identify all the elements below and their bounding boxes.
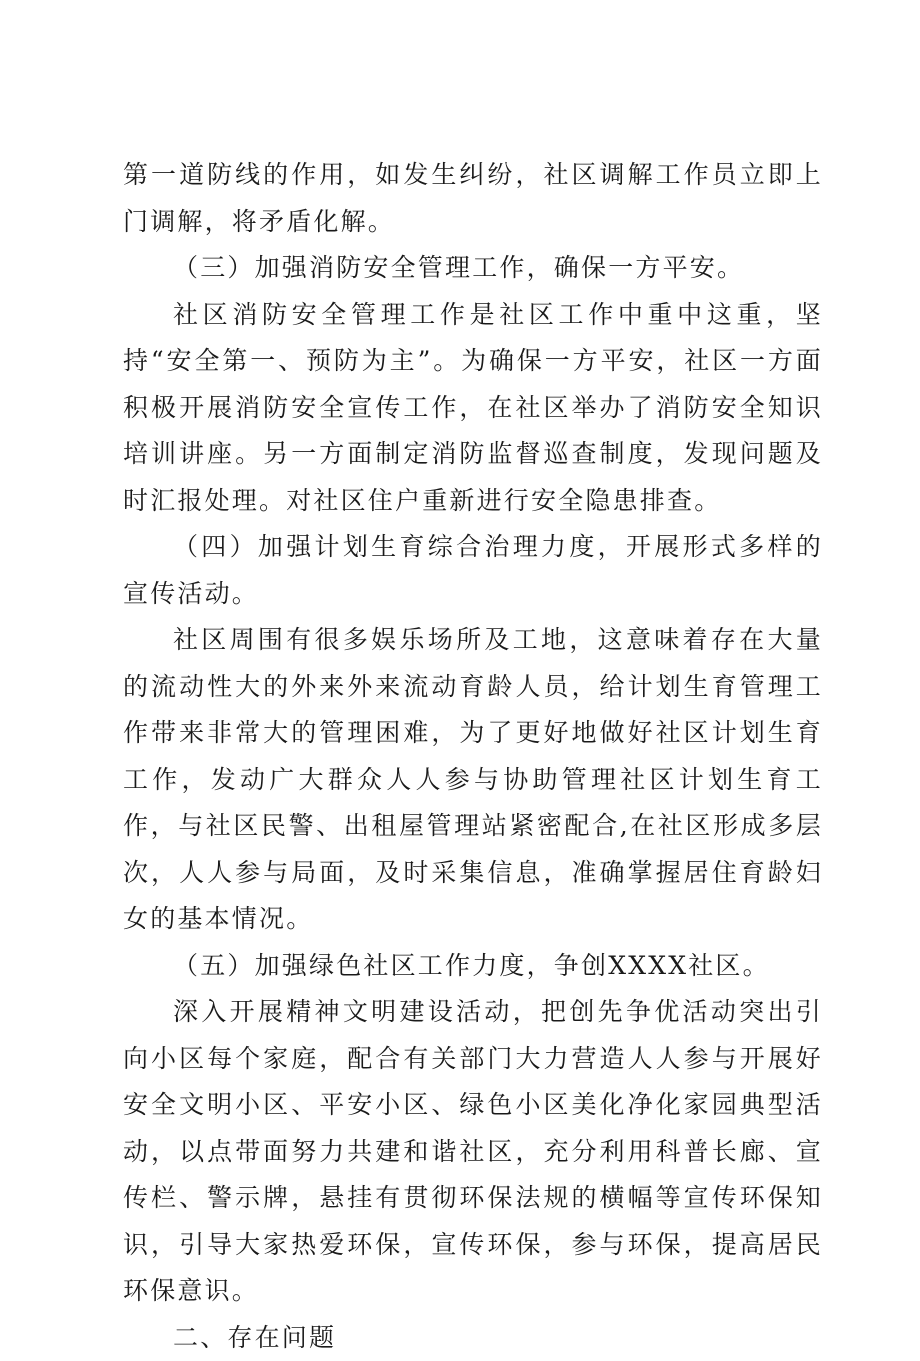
section-heading-family-planning: （四）加强计划生育综合治理力度，开展形式多样的宣传活动。 xyxy=(123,524,823,617)
section-heading-fire-safety: （三）加强消防安全管理工作，确保一方平安。 xyxy=(123,245,823,292)
document-body xyxy=(123,152,823,1361)
paragraph-continuation: 第一道防线的作用，如发生纠纷，社区调解工作员立即上门调解，将矛盾化解。 xyxy=(123,152,823,245)
section-heading-green-community: （五）加强绿色社区工作力度，争创XXXX社区。 xyxy=(123,943,823,990)
paragraph-green-community: 深入开展精神文明建设活动，把创先争优活动突出引向小区每个家庭，配合有关部门大力营造人人参与开展好安全文明小区、平安小区、绿色小区美化净化家园典型活动，以点带面努力共建和谐社区，充分利用科普长廊、宣传栏、警示牌，悬挂有贯彻环保法规的横幅等宣传环保知识，引导大家热爱环保，宣传环保，参与环保，提高居民环保意识。 xyxy=(123,989,823,1315)
section-heading-existing-problems: 二、存在问题 xyxy=(123,1315,823,1361)
paragraph-fire-safety: 社区消防安全管理工作是社区工作中重中这重，坚持“安全第一、预防为主”。为确保一方平安，社区一方面积极开展消防安全宣传工作，在社区举办了消防安全知识培训讲座。另一方面制定消防监督巡查制度，发现问题及时汇报处理。对社区住户重新进行安全隐患排查。 xyxy=(123,292,823,525)
paragraph-family-planning: 社区周围有很多娱乐场所及工地，这意味着存在大量的流动性大的外来外来流动育龄人员，给计划生育管理工作带来非常大的管理困难，为了更好地做好社区计划生育工作，发动广大群众人人参与协助管理社区计划生育工作，与社区民警、出租屋管理站紧密配合,在社区形成多层次，人人参与局面，及时采集信息，准确掌握居住育龄妇女的基本情况。 xyxy=(123,617,823,943)
